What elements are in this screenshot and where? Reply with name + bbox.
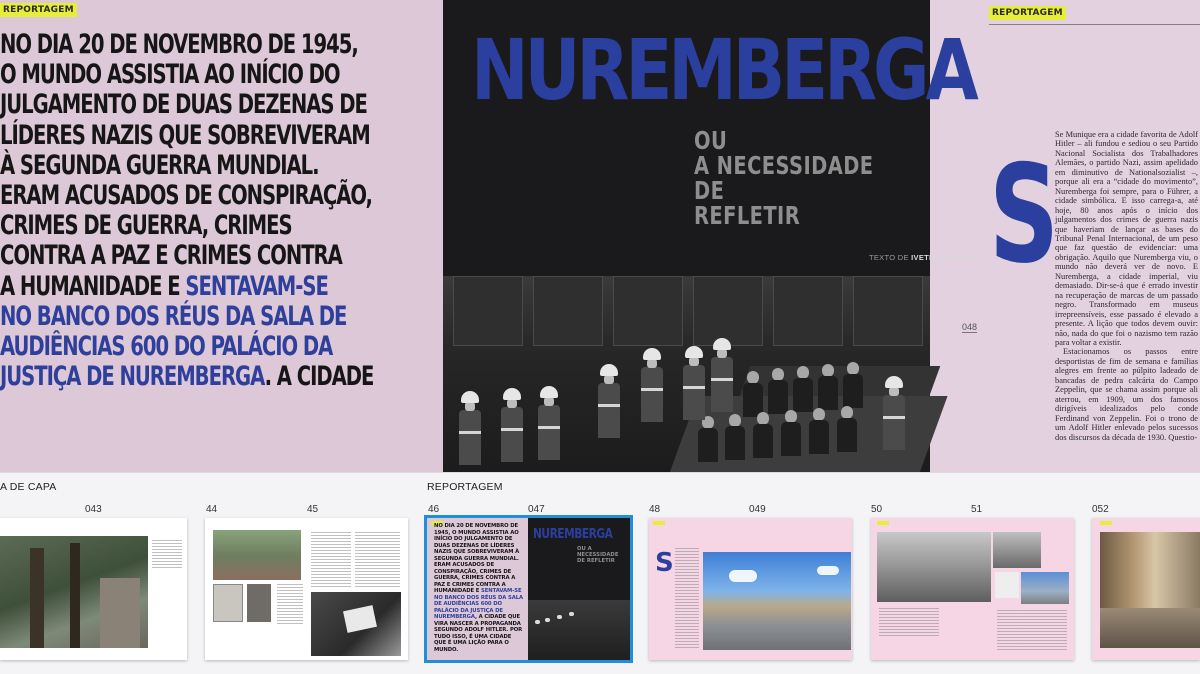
article-paragraph: Se Munique era a cidade favorita de Adolf Hitler – ali fundou e sediou o seu Partido Nacional Socialista dos Trabalhadores Alemães, o partido Nazi, assim apelidado em diminutivo de Nationalsozialist –, porque ali era a “cidade do movimento”, Nuremberga foi sempre, para o Führer, a cidade simbólica. E isso carrega-a, até hoje, 80 anos após o início dos julgamentos dos crimes de guerra nazis que haveriam de lançar as bases do Tribunal Penal Internacional, de um peso que faz questão de evidenciar: uma obrigação. Aquilo que Nuremberga viu, o mundo não deverá ver de novo. E Nuremberga, a cidade imperial, viu demasiado. Dir-se-á que é errado investir na recuperação de marcas de um passado negro. Transformado em museus irrepreensíveis, esse passado é elevado a presente. A lição que todos devem ouvir: não, nada do que foi o nazismo tem razão para voltar a existir.: [1055, 130, 1198, 347]
thumb-intro-text: NO DIA 20 DE NOVEMBRO DE 1945, O MUNDO ASSISTIA AO INÍCIO DO JULGAMENTO DE DUAS DEZENAS DE LÍDERES NAZIS QUE SOBREVIVERAM À SEGUNDA GUERRA MUNDIAL. ERAM ACUSADOS DE CONSPIRAÇÃO, CRIMES DE GUERRA, CRIMES CONTRA A PAZ E CRIMES CONTRA A HUMANIDADE E SENTAVAM-SE NO BANCO DOS RÉUS DA SALA DE AUDIÊNCIAS 600 DO PALÁCIO DA JUSTIÇA DE NUREMBERGA, A CIDADE QUE VIRA NASCER A PROPAGANDA SEGUNDO ADOLF HITLER. POR TUDO ISSO, É UMA CIDADE QUE É UMA LIÇÃO PARA O MUNDO.: [434, 523, 524, 653]
cover-title: NUREMBERGA: [471, 21, 975, 119]
intro-line: A HUMANIDADE E SENTAVAM-SE: [0, 270, 328, 302]
page-thumbnail[interactable]: [1092, 518, 1200, 660]
article-body: [1055, 130, 1198, 442]
intro-line: JUSTIÇA DE NUREMBERGA. A CIDADE: [0, 361, 374, 393]
intro-line: NO DIA 20 DE NOVEMBRO DE 1945,: [0, 29, 358, 60]
intro-line: CONTRA A PAZ E CRIMES CONTRA: [0, 240, 342, 272]
thumb-page-number: 48: [649, 504, 661, 515]
thumb-page-number: 047: [528, 504, 545, 515]
thumb-page-number: 51: [971, 504, 983, 515]
drop-cap: S: [989, 136, 1060, 293]
intro-line: À SEGUNDA GUERRA MUNDIAL.: [0, 149, 319, 181]
author-credit: TEXTO DE IVETE CARNEIRO: [869, 253, 980, 262]
intro-line: LÍDERES NAZIS QUE SOBREVIVERAM: [0, 119, 370, 151]
courtroom-photo: [443, 276, 930, 472]
thumb-page-number: 50: [871, 504, 883, 515]
page-number: 048: [962, 322, 978, 332]
thumb-page-number: 052: [1092, 504, 1109, 515]
thumb-page-number: 049: [749, 504, 766, 515]
page-thumbnail[interactable]: [871, 518, 1074, 660]
page-thumbnail-current[interactable]: [427, 518, 630, 660]
intro-line-highlight: NO BANCO DOS RÉUS DA SALA DE: [0, 300, 347, 332]
thumb-cover-subtitle: OU A NECESSIDADE DE REFLETIR: [577, 546, 619, 564]
intro-headline-text: [0, 30, 437, 392]
section-tag: REPORTAGEM: [0, 3, 77, 17]
thumb-page-number: 44: [206, 504, 218, 515]
thumb-page-number: 043: [85, 504, 102, 515]
page-thumbnail-strip: [0, 472, 1200, 674]
intro-line: O MUNDO ASSISTIA AO INÍCIO DO: [0, 59, 340, 91]
intro-line: ERAM ACUSADOS DE CONSPIRAÇÃO,: [0, 180, 372, 212]
thumb-page-number: 46: [428, 504, 440, 515]
thumb-page-number: 45: [307, 504, 319, 515]
page-thumbnail[interactable]: [205, 518, 408, 660]
left-page: [0, 0, 443, 472]
divider: [989, 24, 1200, 25]
section-label: REPORTAGEM: [427, 481, 503, 493]
intro-line-highlight: AUDIÊNCIAS 600 DO PALÁCIO DA: [0, 331, 333, 363]
page-thumbnail[interactable]: S: [649, 518, 852, 660]
article-paragraph: Estacionamos os passos entre desportistas de fim de semana e famílias alegres em frente ao púlpito ladeado de bancadas de pedra calcária do Campo Zeppelin, que se chama assim porque ali aterrou, em 1909, um dos famosos dirigíveis idealizados pelo conde Ferdinand von Zeppelin. Foi o trono de um Adolf Hitler enlevado pelos sucessos dos discursos da década de 1930. Questio-: [1055, 347, 1198, 442]
right-page: [443, 0, 1200, 472]
section-label: A DE CAPA: [0, 481, 57, 493]
intro-line: CRIMES DE GUERRA, CRIMES: [0, 210, 292, 242]
page-thumbnail[interactable]: [0, 518, 187, 660]
intro-line: JULGAMENTO DE DUAS DEZENAS DE: [0, 89, 367, 121]
thumb-cover-title: NUREMBERGA: [533, 527, 613, 542]
section-tag: REPORTAGEM: [989, 6, 1066, 20]
cover-subtitle: OU A NECESSIDADE DE REFLETIR: [694, 126, 874, 230]
